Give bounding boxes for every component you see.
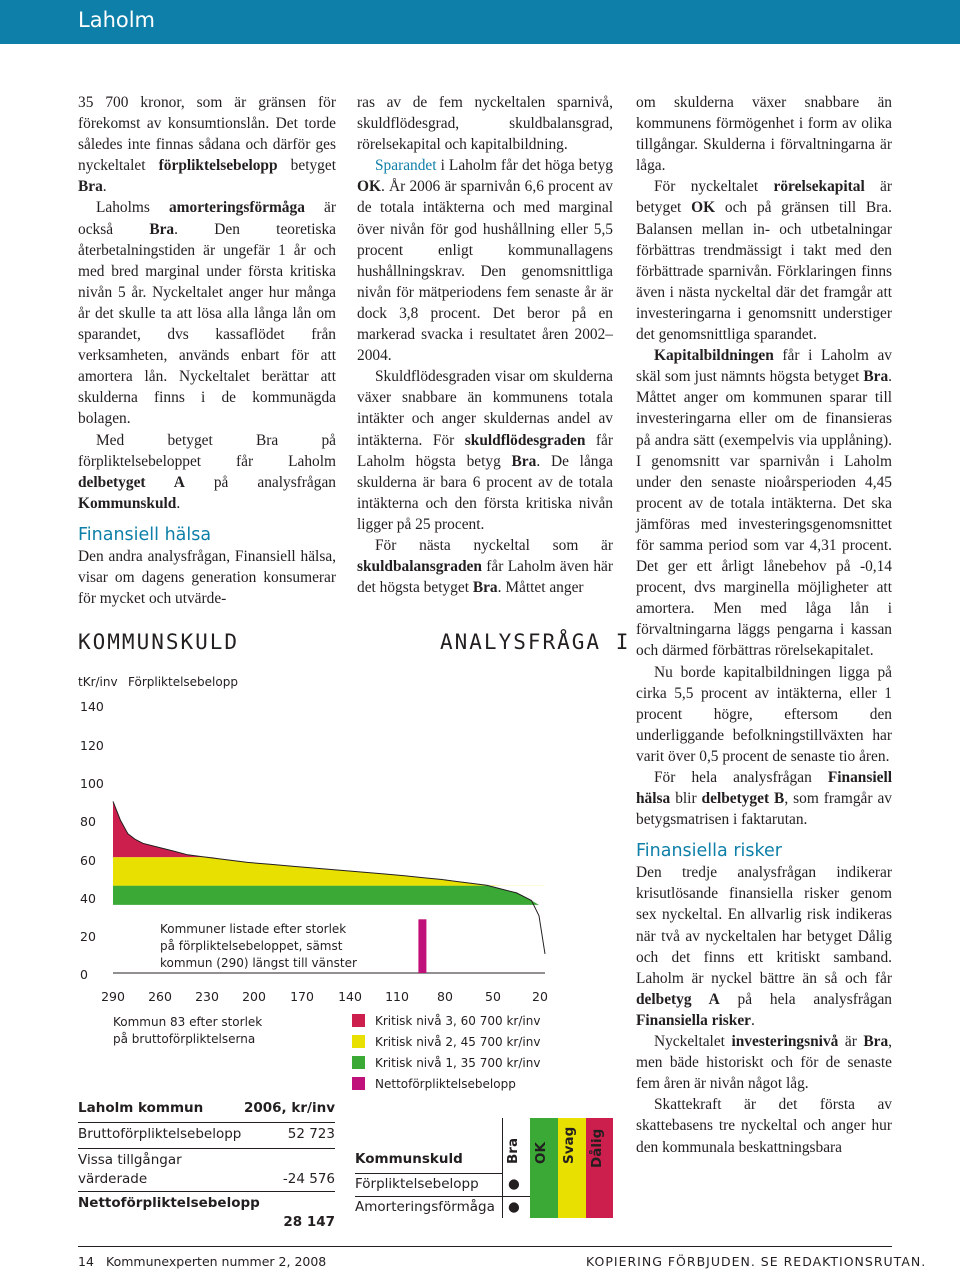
table-row: Nettoförpliktelsebelopp 28 147 bbox=[78, 1195, 335, 1230]
grade-mark: ● bbox=[508, 1176, 520, 1192]
obligation-table bbox=[78, 1100, 335, 1234]
text-column-2 bbox=[357, 92, 613, 598]
chart-series-label: Förpliktelsebelopp bbox=[128, 675, 238, 689]
x-tick-label: 260 bbox=[148, 989, 172, 1004]
y-tick-label: 60 bbox=[80, 853, 96, 868]
y-tick-label: 40 bbox=[80, 891, 96, 906]
grade-mark: ● bbox=[508, 1199, 520, 1215]
laholm-bar bbox=[418, 919, 426, 973]
paragraph: För hela analysfrågan Finansiell hälsa blir delbetyget B, som framgår av betygsmatrisen i faktarutan. bbox=[636, 769, 892, 829]
y-tick-label: 100 bbox=[80, 776, 104, 791]
x-tick-label: 290 bbox=[101, 989, 125, 1004]
text-column-1 bbox=[78, 92, 336, 609]
legend-item: Kritisk nivå 3, 60 700 kr/inv bbox=[352, 1014, 540, 1028]
page-number: 14 bbox=[78, 1254, 94, 1269]
table-row: Bruttoförpliktelsebelopp 52 723 bbox=[78, 1126, 335, 1149]
legend-swatch bbox=[352, 1077, 365, 1090]
paragraph: Skuldflödesgraden visar om skulderna växer snabbare än kommunens totala intäkter och anger skuldernas andel av intäkterna. För skuldflödesgraden får Laholm högsta betyg Bra. De långa skulderna är bara 6 procent av de totala intäkterna och den första kritiska nivån ligger på 25 procent. bbox=[357, 368, 613, 533]
legend-item: Kritisk nivå 2, 45 700 kr/inv bbox=[352, 1035, 540, 1049]
legend-swatch bbox=[352, 1056, 365, 1069]
table-row: Vissa tillgångar värderade -24 576 bbox=[78, 1151, 335, 1192]
x-tick-label: 170 bbox=[290, 989, 314, 1004]
x-tick-label: 20 bbox=[532, 989, 548, 1004]
grade-header-svag: Svag bbox=[561, 1126, 577, 1164]
paragraph: Den tredje analysfrågan indikerar krisutlösande finansiella risker genom sex nyckeltal. En allvarlig risk indikeras när två av nyckeltalen har betyget Dålig och det finns ett kritiskt samband. Laholm är nyckel bättre än så och får delbetyg A på hela analysfrågan Finansiella risker. bbox=[636, 864, 893, 1029]
y-tick-label: 80 bbox=[80, 814, 96, 829]
y-tick-label: 120 bbox=[80, 738, 104, 753]
paragraph: Nyckeltalet investeringsnivå är Bra, men bäde historiskt och för de senaste fem åren är nivån något låg. bbox=[636, 1033, 892, 1093]
section-heading: Finansiell hälsa bbox=[78, 524, 212, 545]
page-header-title: Laholm bbox=[78, 8, 156, 32]
grade-row: Förpliktelsebelopp ● bbox=[355, 1176, 530, 1197]
area-green bbox=[113, 886, 545, 905]
paragraph: Sparandet i Laholm får det höga betyg OK. År 2006 är sparnivån 6,6 procent av de totala intäkterna och med marginal över nivån för god hushållning eller 5,5 procent enligt kommunallagens hushållningskrav. Den genomsnittliga nivån för mätperiodens fem senaste år är dock 3,8 procent. Det beror på en markerad svacka i resultatet åren 2002–2004. bbox=[357, 157, 613, 365]
x-tick-label: 110 bbox=[385, 989, 409, 1004]
table-column-header: 2006, kr/inv bbox=[243, 1100, 335, 1116]
grade-header-dalig: Dålig bbox=[589, 1128, 605, 1168]
paragraph: Kapitalbildningen får i Laholm av skäl som just nämnts högsta betyget Bra. Måttet anger om kommunen sparar till investeringarna eller om de finansieras på andra sätt (exempelvis via upplåning). I genomsnitt var sparnivån i Laholm under den senaste nioårsperioden 4,45 procent av de totala intäkterna. Det ska jämföras med investeringsgenomsnittet för samma period som var 4,31 procent. Det ger ett årligt lånebehov på -0,14 procent, dvs marginella möjligheter att amortera. Men med låga lån i förvaltningarna läggs pengarna i kassan och därmed förbättras rörelsekapitalet. bbox=[636, 347, 892, 660]
table-title: Laholm kommun bbox=[78, 1100, 204, 1116]
footer-rule bbox=[78, 1246, 892, 1247]
x-tick-label: 200 bbox=[242, 989, 266, 1004]
legend-item: Kritisk nivå 1, 35 700 kr/inv bbox=[352, 1056, 540, 1070]
copyright-notice: KOPIERING FÖRBJUDEN. SE REDAKTIONSRUTAN. bbox=[586, 1254, 927, 1269]
section-heading: Finansiella risker bbox=[636, 841, 782, 862]
x-tick-label: 50 bbox=[485, 989, 501, 1004]
chart-annotation: Kommuner listade efter storlek på förpliktelsebeloppet, sämst kommun (290) längst till vänster bbox=[160, 922, 357, 970]
legend-swatch bbox=[352, 1014, 365, 1027]
publication: Kommunexperten nummer 2, 2008 bbox=[106, 1254, 327, 1269]
area-red bbox=[113, 801, 545, 857]
y-tick-label: 0 bbox=[80, 967, 88, 982]
paragraph: Laholms amorteringsförmåga är också Bra. Den teoretiska återbetalningstiden är ungefär 1 år och med bred marginal under första kritiska nivån 5 år. Nyckeltalet anger hur många år det skulle ta att lösa alla långa lån om sparandet, dvs kassaflödet från verksamheten, används enbart för att amortera lån. Nyckeltalet berättar att skulderna finns i de kommunägda bolagen. bbox=[78, 199, 337, 428]
page-header bbox=[0, 0, 960, 44]
legend-item: Nettoförpliktelsebelopp bbox=[352, 1077, 516, 1091]
area-yellow bbox=[113, 857, 545, 886]
x-tick-label: 140 bbox=[338, 989, 362, 1004]
chart-note: Kommun 83 efter storlek på bruttoförpliktelserna bbox=[113, 1015, 263, 1046]
grade-matrix bbox=[355, 1118, 613, 1218]
grade-header-ok: OK bbox=[533, 1142, 549, 1164]
grade-header-bra: Bra bbox=[505, 1137, 521, 1164]
paragraph: För nästa nyckeltal som är skuldbalansgraden får Laholm även här det högsta betyget Bra. Måttet anger bbox=[357, 536, 613, 597]
chart-unit-label: tKr/inv bbox=[78, 675, 118, 689]
x-tick-label: 80 bbox=[437, 989, 453, 1004]
paragraph: om skulderna växer snabbare än kommunens förmögenhet i form av olika tillgångar. Skulderna i förvaltningarna är låga. bbox=[636, 94, 892, 175]
paragraph: För nyckeltalet rörelsekapital är betyget OK och på gränsen till Bra. Balansen mellan in- och utbetalningar förbättras trendmässigt i takt med den förbättrade sparnivån. Förklaringen finns även i nästa nyckeltal där det framgår att investeringarna i genomsnitt understiger det genomsnittliga sparandet. bbox=[636, 178, 893, 344]
y-tick-label: 20 bbox=[80, 929, 96, 944]
paragraph: ras av de fem nyckeltalen sparnivå, skuldflödesgrad, skuldbalansgrad, rörelsekapital och kapitalbildning. bbox=[357, 94, 613, 154]
paragraph: Nu borde kapitalbildningen ligga på cirka 5,5 procent av intäkterna, eller 1 procent högre, eftersom den underliggande befolkningstillväxten har varit över 0,5 procent de senaste tio åren. bbox=[636, 663, 892, 765]
grade-col-ok bbox=[530, 1118, 558, 1218]
box-title-left: KOMMUNSKULD bbox=[78, 630, 240, 654]
paragraph: Med betyget Bra på förpliktelsebeloppet får Laholm delbetyget A på analysfrågan Kommunskuld. bbox=[78, 431, 336, 512]
grade-title: Kommunskuld bbox=[355, 1151, 502, 1174]
grade-row: Amorteringsförmåga ● bbox=[355, 1199, 520, 1215]
paragraph: 35 700 kronor, som är gränsen för förekomst av konsumtionslån. Det torde således inte finnas sådana och därför ges nyckeltalet förpliktelsebelopp betyget Bra. bbox=[78, 94, 336, 196]
x-tick-label: 230 bbox=[195, 989, 219, 1004]
legend-swatch bbox=[352, 1035, 365, 1048]
text-column-3 bbox=[636, 92, 892, 1158]
paragraph: Skattekraft är det första av skattebasens tre nyckeltal och anger hur den kommunala beskattningsbara bbox=[636, 1096, 892, 1156]
box-title-right: ANALYSFRÅGA I bbox=[440, 630, 631, 654]
y-tick-label: 140 bbox=[80, 699, 104, 714]
paragraph: Den andra analysfrågan, Finansiell hälsa, visar om dagens generation konsumerar för mycket och utvärde- bbox=[78, 547, 336, 608]
